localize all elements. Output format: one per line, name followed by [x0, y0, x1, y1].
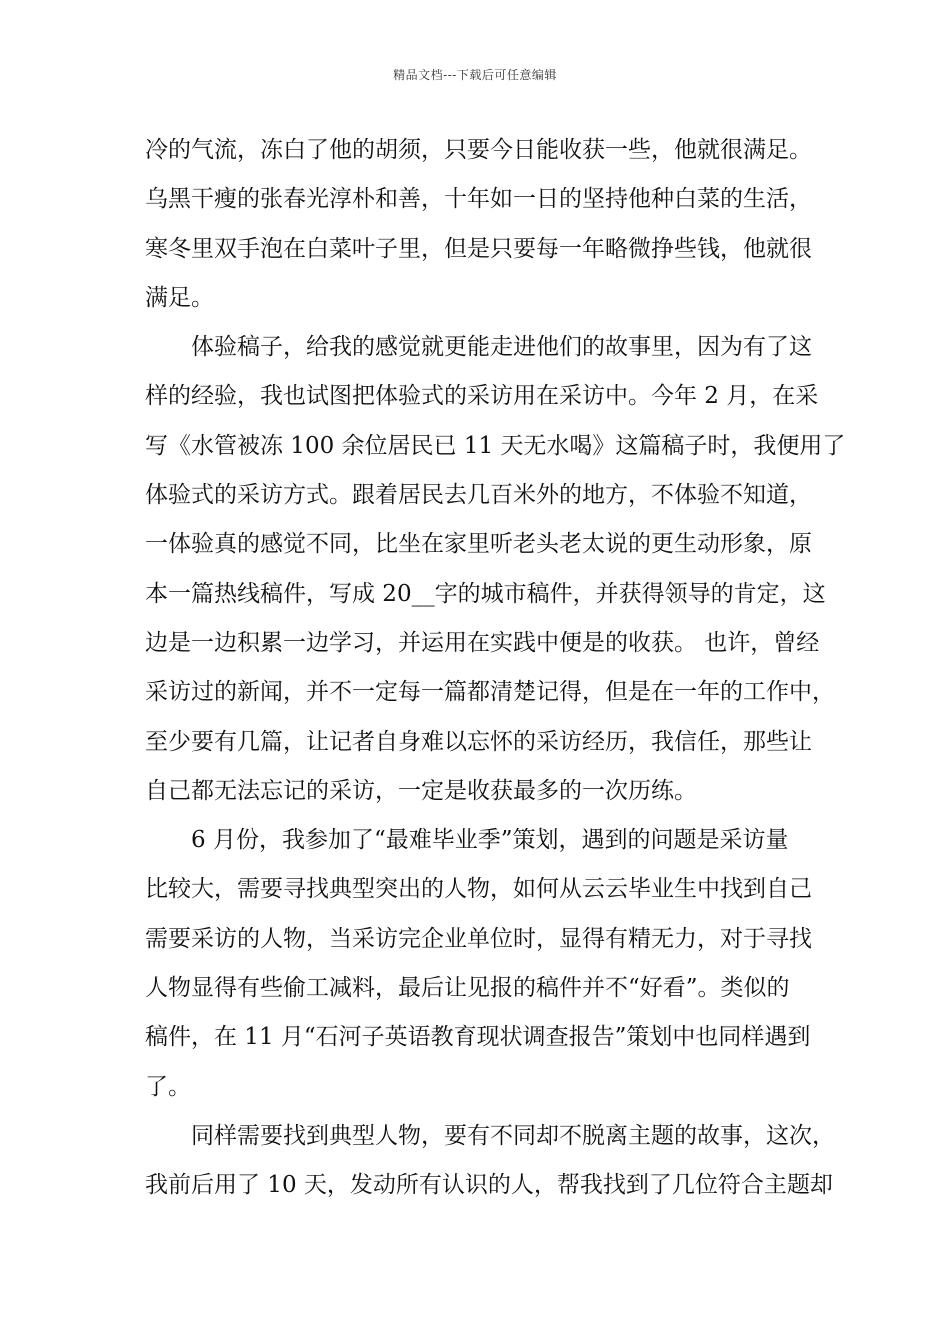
text-line: 寒冬里双手泡在白菜叶子里，但是只要每一年略微挣些钱，他就很	[145, 235, 812, 262]
page-header: 精品文档---下载后可任意编辑	[393, 68, 557, 82]
text-line: 至少要有几篇，让记者自身难以忘怀的采访经历，我信任，那些让	[145, 728, 812, 755]
text-line: 比较大，需要寻找典型突出的人物，如何从云云毕业生中找到自己	[145, 876, 812, 903]
text-line: 本一篇热线稿件，写成 20__字的城市稿件，并获得领导的肯定，这	[145, 580, 826, 607]
text-line: 体验式的采访方式。跟着居民去几百米外的地方，不体验不知道，	[145, 482, 812, 509]
document-body	[145, 126, 846, 1211]
paragraph-first-line: 同样需要找到典型人物，要有不同却不脱离主题的故事，这次，	[191, 1122, 835, 1149]
paragraph-first-line: 体验稿子，给我的感觉就更能走进他们的故事里，因为有了这	[191, 334, 812, 361]
text-line: 自己都无法忘记的采访，一定是收获最多的一次历练。	[145, 777, 697, 804]
text-line: 一体验真的感觉不同，比坐在家里听老头老太说的更生动形象，原	[145, 531, 812, 558]
paragraph-first-line: 6 月份，我参加了“最难毕业季”策划，遇到的问题是采访量	[191, 827, 789, 854]
text-line: 采访过的新闻，并不一定每一篇都清楚记得，但是在一年的工作中，	[145, 679, 835, 706]
text-line: 乌黑干瘦的张春光淳朴和善，十年如一日的坚持他种白菜的生活，	[145, 186, 812, 213]
text-line: 写《水管被冻 100 余位居民已 11 天无水喝》这篇稿子时，我便用了	[145, 432, 846, 459]
text-line: 需要采访的人物，当采访完企业单位时，显得有精无力，对于寻找	[145, 925, 812, 952]
text-line: 边是一边积累一边学习，并运用在实践中便是的收获。 也许，曾经	[145, 629, 820, 656]
text-line: 稿件，在 11 月“石河子英语教育现状调查报告”策划中也同样遇到	[145, 1024, 811, 1051]
text-line: 人物显得有些偷工减料，最后让见报的稿件并不“好看”。类似的	[145, 975, 790, 1002]
text-line: 我前后用了 10 天，发动所有认识的人，帮我找到了几位符合主题却	[145, 1172, 833, 1199]
text-line: 满足。	[145, 284, 214, 311]
text-line: 了。	[145, 1073, 191, 1100]
text-line: 样的经验，我也试图把体验式的采访用在采访中。今年 2 月，在采	[145, 383, 819, 410]
text-line: 冷的气流，冻白了他的胡须，只要今日能收获一些，他就很满足。	[145, 137, 812, 163]
